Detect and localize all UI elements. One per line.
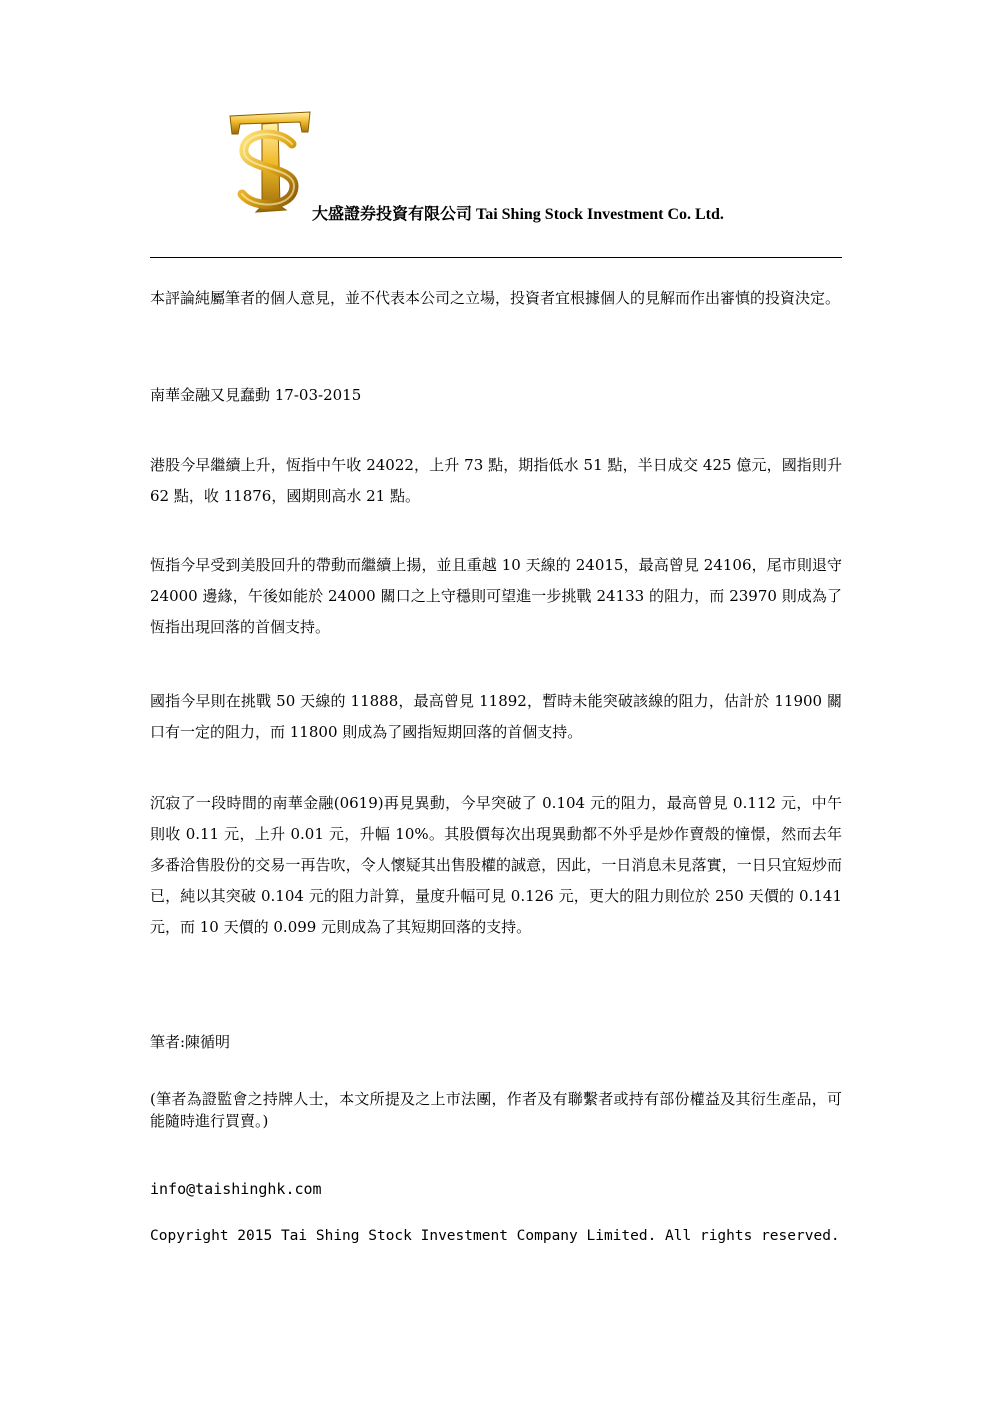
article-title: 南華金融又見蠢動 17-03-2015 — [150, 386, 362, 404]
header-divider — [150, 257, 842, 258]
author-disclosure: (筆者為證監會之持牌人士，本文所提及之上市法團，作者及有聯繫者或持有部份權益及其衍生產品，可能隨時進行買賣。) — [150, 1090, 842, 1130]
company-logo — [228, 110, 312, 218]
article-paragraph-2: 恆指今早受到美股回升的帶動而繼續上揚，並且重越 10 天線的 24015，最高曾見 24106，尾市則退守 24000 邊緣，午後如能於 24000 關口之上守穩則可望進一步挑戰 24133 的阻力，而 23970 則成為了恆指出現回落的首個支持。 — [150, 556, 842, 636]
article-paragraph-4: 沉寂了一段時間的南華金融(0619)再見異動，今早突破了 0.104 元的阻力，最高曾見 0.112 元，中午則收 0.11 元，上升 0.01 元，升幅 10%。其股價每次出現異動都不外乎是炒作賣殼的憧憬，然而去年多番洽售股份的交易一再告吹，令人懷疑其出售股權的誠意，因此，一日消息未見落實，一日只宜短炒而已，純以其突破 0.104 元的阻力計算，量度升幅可見 0.126 元，更大的阻力則位於 250 天價的 0.141 元，而 10 天價的 0.099 元則成為了其短期回落的支持。 — [150, 794, 842, 936]
company-name: 大盛證券投資有限公司 Tai Shing Stock Investment Co. Ltd. — [312, 206, 724, 223]
author-line: 筆者:陳循明 — [150, 1033, 231, 1051]
gold-ts-monogram-icon — [228, 110, 312, 218]
disclaimer-text: 本評論純屬筆者的個人意見，並不代表本公司之立場，投資者宜根據個人的見解而作出審慎的投資決定。 — [150, 289, 841, 307]
article-paragraph-3: 國指今早則在挑戰 50 天線的 11888，最高曾見 11892，暫時未能突破該線的阻力，估計於 11900 關口有一定的阻力，而 11800 則成為了國指短期回落的首個支持。 — [150, 692, 842, 741]
article-paragraph-1: 港股今早繼續上升，恆指中午收 24022，上升 73 點，期指低水 51 點，半日成交 425 億元，國指則升 62 點，收 11876，國期則高水 21 點。 — [150, 456, 842, 505]
copyright-notice: Copyright 2015 Tai Shing Stock Investment Company Limited. All rights reserved. — [150, 1228, 840, 1244]
contact-email[interactable]: info@taishinghk.com — [150, 1180, 322, 1198]
